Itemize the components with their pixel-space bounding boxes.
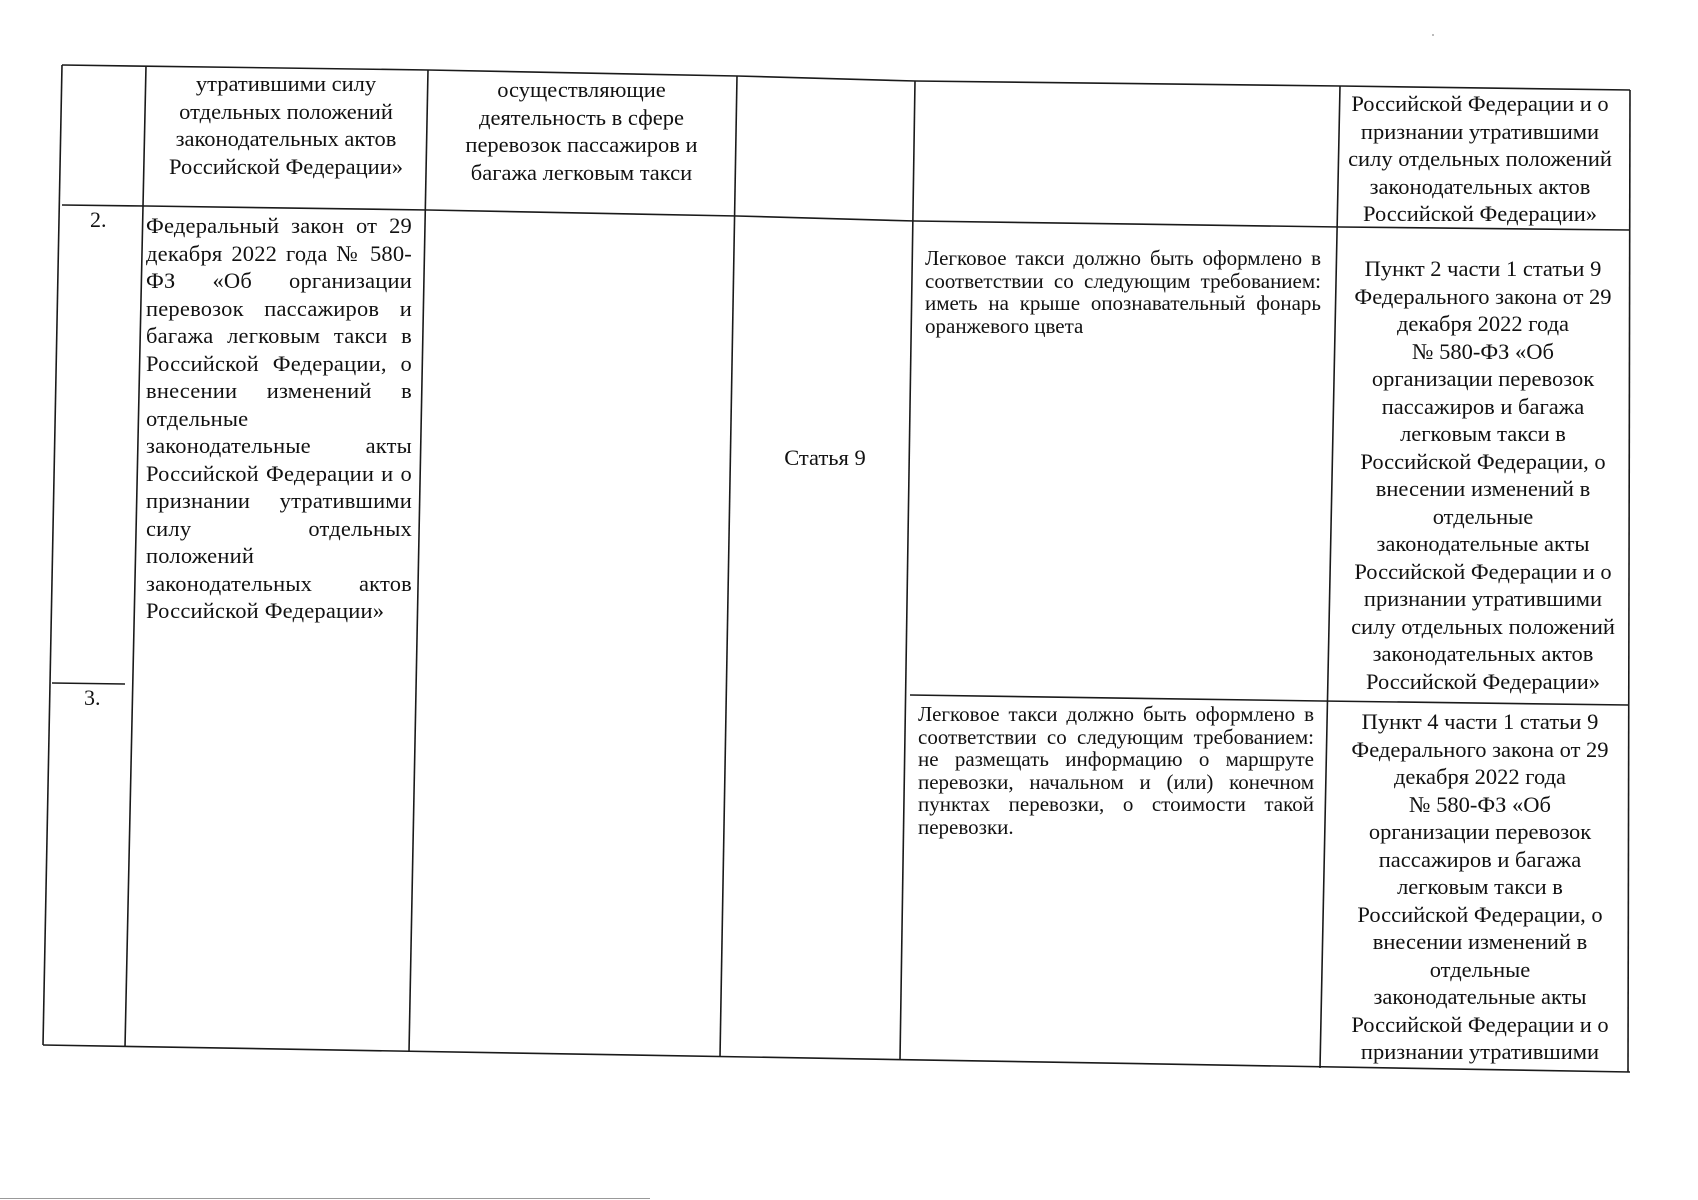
row1-law-cell: утратившими силу отдельных положений законодательных актов Российской Федерации» — [168, 71, 404, 179]
row1-source-cell: Российской Федерации и о признании утратившими силу отдельных положений законодательных актов Российской Федерации» — [1348, 91, 1612, 226]
row2-number: 2. — [90, 207, 107, 232]
row2-law-cell: Федеральный закон от 29 декабря 2022 года № 580-ФЗ «Об организации перевозок пассажиров и багажа легковым такси в Российской Федерации, о внесении изменений в отдельные законодательные акты Российской Федерации и о признании утратившими силу отдельных положений законодательных актов Российской Федерации» — [146, 213, 412, 623]
row1-subjects-cell: осуществляющие деятельность в сфере перевозок пассажиров и багажа легковым такси — [465, 77, 698, 185]
scan-speck — [1432, 34, 1434, 36]
row2-article-cell: Статья 9 — [784, 445, 866, 470]
row3-source-cell: Пункт 4 части 1 статьи 9 Федерального закона от 29 декабря 2022 года № 580-ФЗ «Об организации перевозок пассажиров и багажа легковым такси в Российской Федерации, о внесении изменений в отдельные законодательные акты Российской Федерации и о признании утратившими — [1351, 709, 1609, 1064]
row3-requirement-cell: Легковое такси должно быть оформлено в соответствии со следующим требованием: не размещать информацию о маршруте перевозки, начальном и (или) конечном пунктах перевозки, о стоимости такой перевозки. — [918, 702, 1314, 839]
row3-number: 3. — [84, 685, 101, 710]
scan-edge-line — [0, 1198, 650, 1199]
row2-source-cell: Пункт 2 части 1 статьи 9 Федерального закона от 29 декабря 2022 года № 580-ФЗ «Об организации перевозок пассажиров и багажа легковым такси в Российской Федерации, о внесении изменений в отдельные законодательные акты Российской Федерации и о признании утратившими силу отдельных положений законодательных актов Российской Федерации» — [1351, 256, 1615, 694]
row2-requirement-cell: Легковое такси должно быть оформлено в соответствии со следующим требованием: иметь на крыше опознавательный фонарь оранжевого цвета — [925, 246, 1321, 338]
